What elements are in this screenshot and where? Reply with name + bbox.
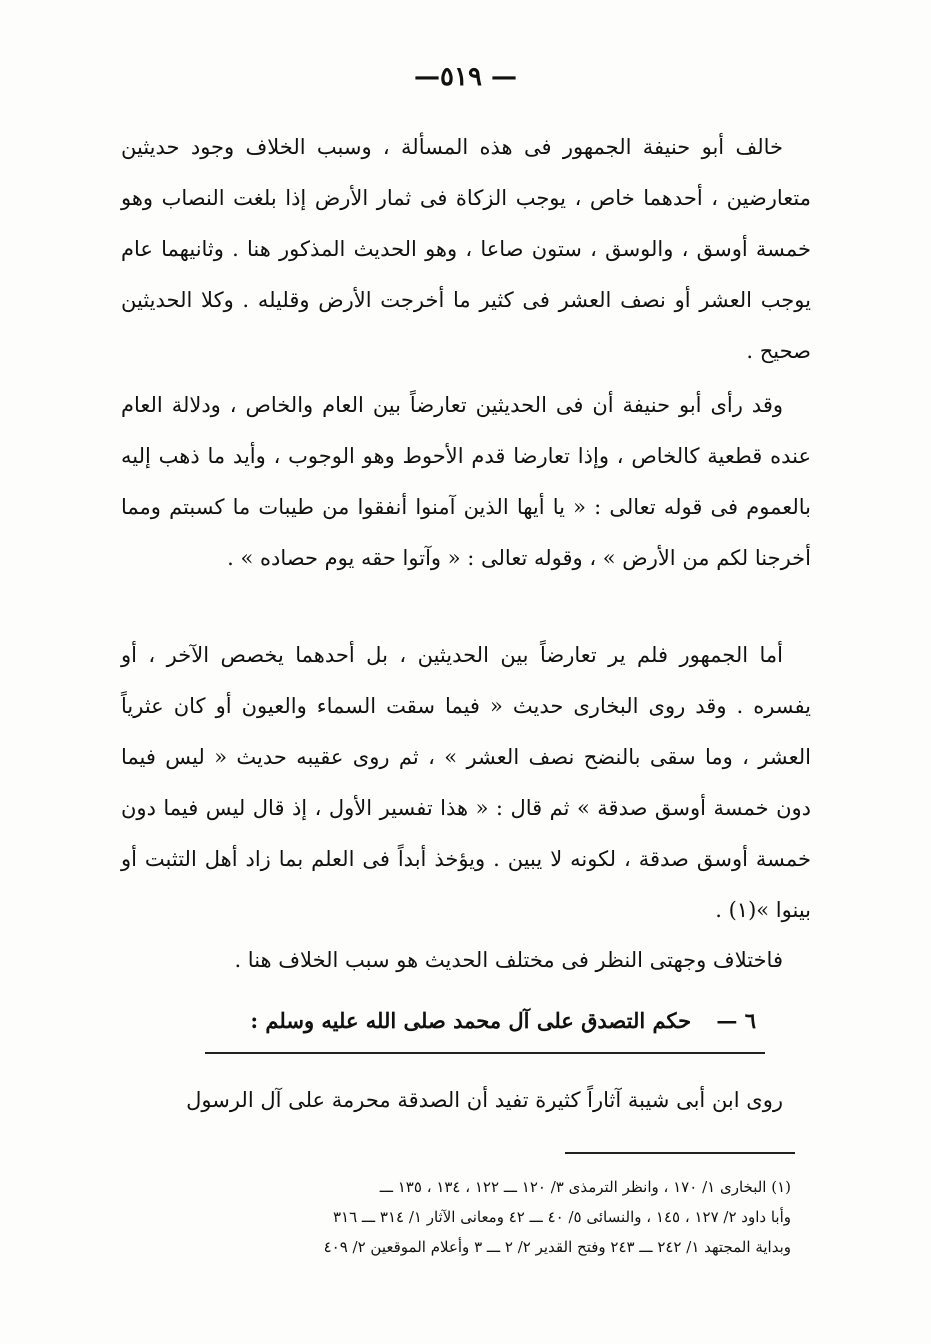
paragraph-5: روى ابن أبى شيبة آثاراً كثيرة تفيد أن الصدقة محرمة على آل الرسول bbox=[186, 1088, 783, 1112]
footnote-line-1: (١) البخارى ١/ ١٧٠ ، وانظر الترمذى ٣/ ١٢٠ ـــ ١٢٢ ، ١٣٤ ، ١٣٥ ـــ bbox=[379, 1178, 791, 1196]
footnote-line-3: وبداية المجتهد ١/ ٢٤٢ ـــ ٢٤٣ وفتح القدير ٢/ ٢ ـــ ٣ وأعلام الموقعين ٢/ ٤٠٩ bbox=[323, 1238, 791, 1256]
section-title: حكم التصدق على آل محمد صلى الله عليه وسلم : bbox=[250, 1008, 692, 1033]
page-number: —٥١٩ — bbox=[414, 62, 517, 92]
footnote-rule bbox=[565, 1152, 795, 1154]
paragraph-3: أما الجمهور فلم ير تعارضاً بين الحديثين ، بل أحدهما يخصص الآخر ، أو يفسره . وقد روى البخارى حديث « فيما سقت السماء والعيون أو كان عثرياً العشر ، وما سقى بالنضح نصف العشر » ، ثم روى عقيبه حديث « ليس فيما دون خمسة أوسق صدقة » ثم قال : « هذا تفسير الأول ، إذ قال ليس فيما دون خمسة أوسق صدقة ، لكونه لا يبين . ويؤخذ أبداً فى العلم بما زاد أهل التثبت أو بينوا »(١) . bbox=[121, 643, 811, 922]
paragraph-2-block bbox=[121, 380, 811, 584]
paragraph-4-block bbox=[121, 935, 811, 986]
paragraph-4: فاختلاف وجهتى النظر فى مختلف الحديث هو سبب الخلاف هنا . bbox=[234, 948, 783, 972]
section-heading bbox=[250, 1008, 756, 1033]
paragraph-3-block bbox=[121, 630, 811, 936]
paragraph-1: خالف أبو حنيفة الجمهور فى هذه المسألة ، وسبب الخلاف وجود حديثين متعارضين ، أحدهما خاص ، يوجب الزكاة فى ثمار الأرض إذا بلغت النصاب وهو خمسة أوسق ، والوسق ، ستون صاعا ، وهو الحديث المذكور هنا . وثانيهما عام يوجب العشر أو نصف العشر فى كثير ما أخرجت الأرض وقليله . وكلا الحديثين صحيح . bbox=[121, 135, 811, 363]
heading-rule bbox=[205, 1052, 765, 1054]
paragraph-5-block bbox=[121, 1075, 811, 1126]
section-number: ٦ — bbox=[716, 1008, 756, 1033]
footnotes bbox=[151, 1172, 791, 1262]
paragraph-2: وقد رأى أبو حنيفة أن فى الحديثين تعارضاً بين العام والخاص ، ودلالة العام عنده قطعية كالخاص ، وإذا تعارضا قدم الأحوط وهو الوجوب ، وأيد ما ذهب إليه بالعموم فى قوله تعالى : « يا أيها الذين آمنوا أنفقوا من طيبات ما كسبتم ومما أخرجنا لكم من الأرض » ، وقوله تعالى : « وآتوا حقه يوم حصاده » . bbox=[121, 393, 811, 570]
paragraph-1-block bbox=[121, 122, 811, 377]
footnote-line-2: وأبا داود ٢/ ١٢٧ ، ١٤٥ ، والنسائى ٥/ ٤٠ ـــ ٤٢ ومعانى الآثار ١/ ٣١٤ ـــ ٣١٦ bbox=[332, 1208, 791, 1226]
